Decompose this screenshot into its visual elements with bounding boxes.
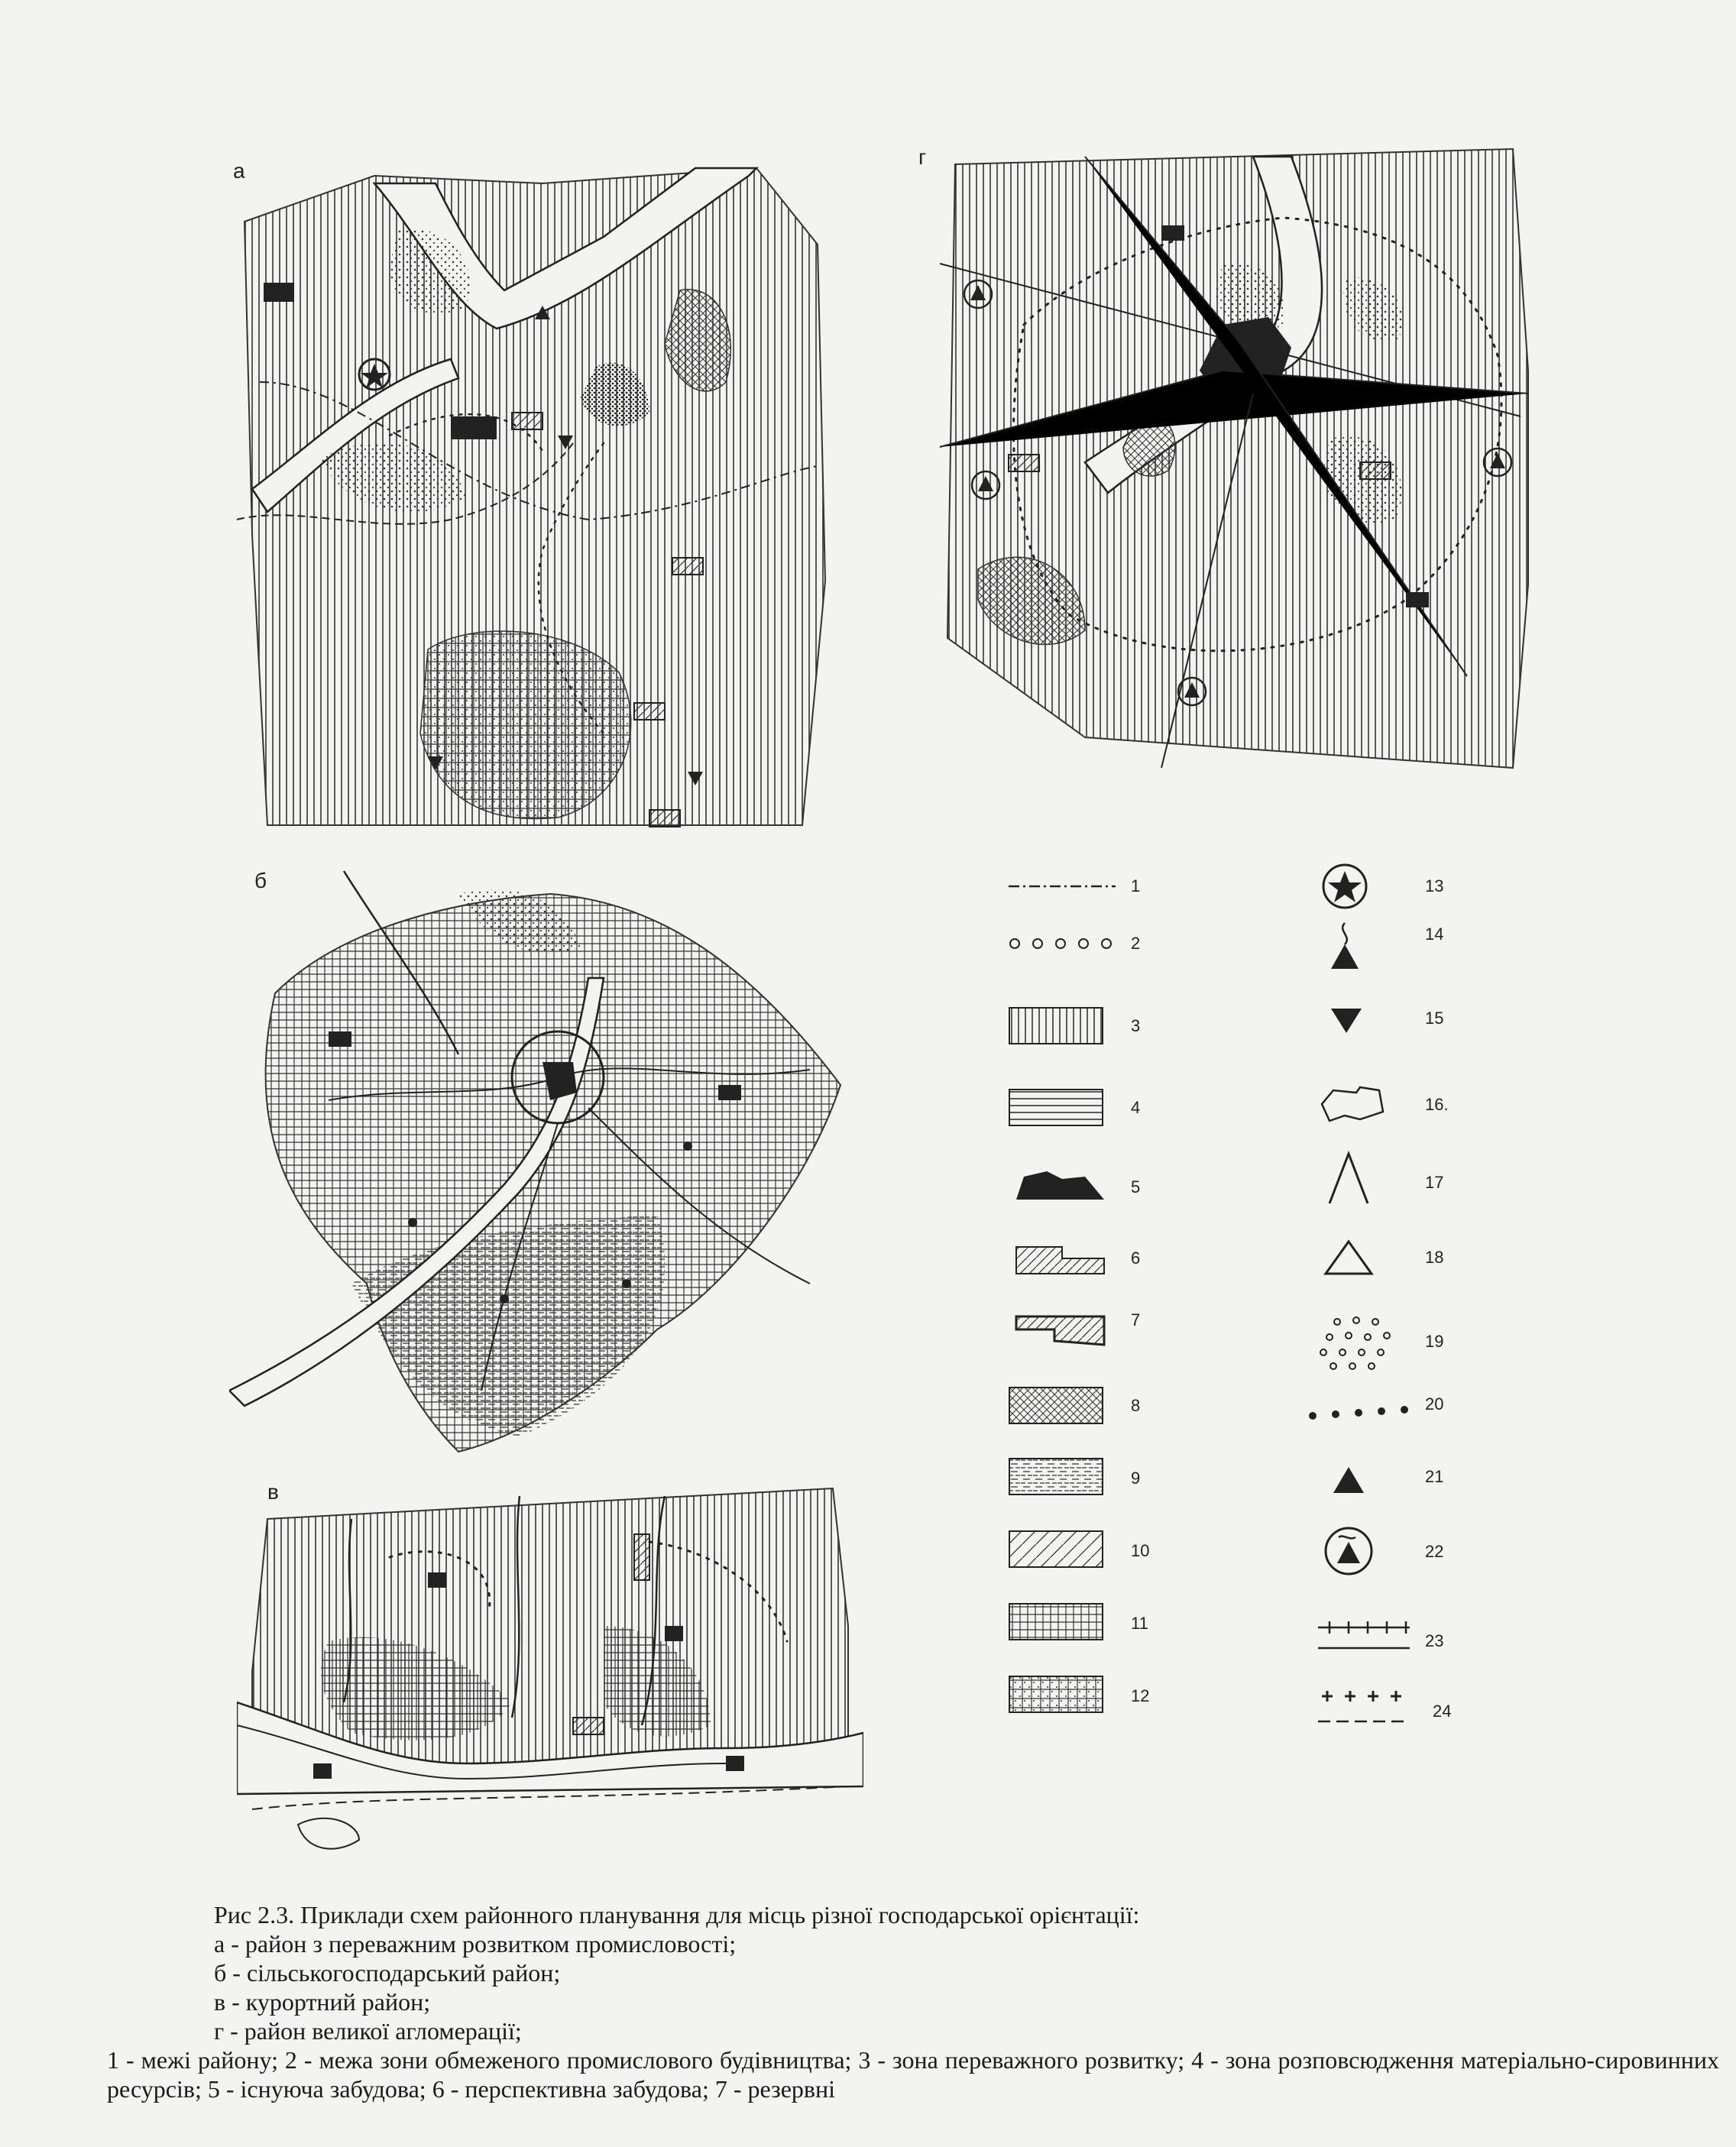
caption-item-b: б - сільськогосподарський район; bbox=[214, 1959, 561, 1987]
legend-number: 20 bbox=[1425, 1394, 1444, 1414]
legend-number: 1 bbox=[1131, 876, 1141, 895]
legend-number: 16. bbox=[1425, 1095, 1449, 1114]
map-v-drawing bbox=[237, 1473, 863, 1863]
filled-triangle-icon bbox=[1314, 1461, 1383, 1499]
legend-symbol-dashed-diagonal bbox=[1009, 1458, 1104, 1496]
caption-item-v: в - курортний район; bbox=[214, 1988, 431, 2016]
legend-number: 19 bbox=[1425, 1332, 1444, 1351]
legend-number: 11 bbox=[1131, 1614, 1148, 1633]
legend-symbol-prospective-building bbox=[1009, 1239, 1108, 1278]
legend-number: 2 bbox=[1131, 934, 1141, 953]
legend-symbol-cross-hatch bbox=[1009, 1387, 1104, 1425]
planned-railway-icon bbox=[1314, 1685, 1414, 1731]
map-panel-g bbox=[932, 141, 1543, 783]
legend-number: 15 bbox=[1425, 1009, 1444, 1028]
legend-number: 10 bbox=[1131, 1541, 1150, 1560]
map-panel-a bbox=[222, 153, 833, 833]
legend-number: 6 bbox=[1131, 1248, 1141, 1268]
resort-flag-icon bbox=[1314, 915, 1383, 973]
legend-number: 12 bbox=[1131, 1686, 1150, 1705]
triangle-outline-icon bbox=[1314, 1234, 1391, 1280]
caption-item-a: а - район з переважним розвитком промисловості; bbox=[214, 1930, 737, 1958]
legend-number: 18 bbox=[1425, 1248, 1444, 1267]
legend-number: 14 bbox=[1425, 925, 1444, 944]
legend-number: 13 bbox=[1425, 876, 1444, 895]
circled-triangle-icon bbox=[1314, 1520, 1383, 1582]
panel-letter-b: б bbox=[254, 869, 267, 892]
map-panel-v bbox=[237, 1473, 863, 1863]
legend-number: 7 bbox=[1131, 1310, 1141, 1329]
star-emblem-icon bbox=[1314, 860, 1383, 913]
legend-symbol-dotted-grid bbox=[1009, 1676, 1104, 1714]
legend-number: 8 bbox=[1131, 1396, 1141, 1415]
panel-letter-a: а bbox=[233, 159, 245, 183]
legend-symbol-existing-building bbox=[1009, 1165, 1108, 1203]
dotted-area-icon bbox=[1314, 1310, 1414, 1371]
legend-symbol-boundary bbox=[1009, 875, 1116, 898]
open-triangle-icon bbox=[1314, 1150, 1391, 1207]
legend-symbol-wide-diagonal bbox=[1009, 1530, 1104, 1569]
map-g-drawing bbox=[932, 141, 1543, 783]
legend-symbol-zone-limit bbox=[1009, 932, 1116, 955]
caption-legend-text: 1 - межі району; 2 - межа зони обмеженого промислового будівництва; 3 - зона переважного розвитку; 4 - зона розповсюдження матеріально-сировинних ресурсів; 5 - існуюча забудова; 6 - перспективна забудова; 7 - резервні bbox=[107, 2046, 1719, 2103]
panel-letter-v: в bbox=[267, 1480, 279, 1504]
legend-number: 17 bbox=[1425, 1173, 1444, 1192]
dotted-line-icon bbox=[1307, 1394, 1414, 1425]
legend-number: 24 bbox=[1433, 1702, 1452, 1721]
legend-number: 4 bbox=[1131, 1098, 1141, 1117]
map-panel-b bbox=[229, 856, 856, 1467]
caption-title: Рис 2.3. Приклади схем районного планування для місць різної господарської орієнтації: bbox=[214, 1901, 1140, 1928]
outline-area-icon bbox=[1314, 1081, 1391, 1127]
legend-symbol-horizontal-hatch bbox=[1009, 1089, 1104, 1127]
legend-number: 21 bbox=[1425, 1467, 1444, 1486]
figure-caption bbox=[107, 1900, 1719, 2103]
map-b-drawing bbox=[229, 856, 856, 1467]
inverted-triangle-icon bbox=[1314, 1001, 1383, 1039]
legend-number: 5 bbox=[1131, 1177, 1141, 1197]
panel-letter-g: г bbox=[918, 145, 927, 169]
legend-number: 3 bbox=[1131, 1016, 1141, 1035]
legend-symbol-vertical-hatch bbox=[1009, 1007, 1104, 1045]
legend-symbol-reserve bbox=[1009, 1310, 1108, 1352]
railway-line-icon bbox=[1314, 1616, 1414, 1654]
legend-symbol-grid bbox=[1009, 1603, 1104, 1641]
legend-number: 9 bbox=[1131, 1469, 1141, 1488]
map-a-drawing bbox=[222, 153, 833, 833]
caption-item-g: г - район великої агломерації; bbox=[214, 2017, 522, 2045]
legend-number: 22 bbox=[1425, 1542, 1444, 1561]
legend-number: 23 bbox=[1425, 1631, 1444, 1650]
